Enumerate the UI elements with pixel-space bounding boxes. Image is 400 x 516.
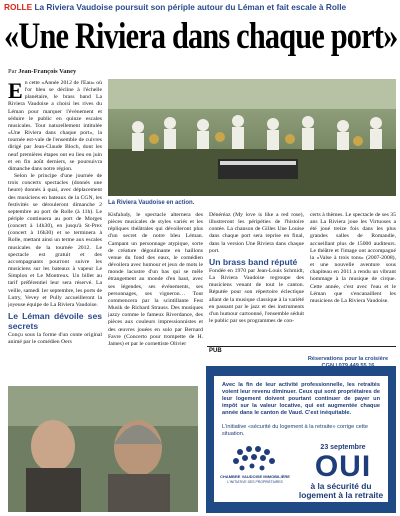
ad-org-sub: L'INITIATIVE DES PROPRIÉTAIRES bbox=[227, 480, 283, 484]
subtitle: La Riviera Vaudoise poursuit son périple autour du Léman et fait escale à Rolle bbox=[34, 2, 347, 12]
ad-vote: OUI bbox=[314, 450, 372, 483]
article-column-4 bbox=[310, 212, 396, 355]
ad-label: PUB bbox=[209, 348, 222, 354]
article-column-1 bbox=[8, 80, 102, 352]
ad-note: L'initiative «sécurité du logement à la retraite» corrige cette situation. bbox=[222, 424, 368, 437]
col3-paragraph-2: Fondée en 1970 par Jean-Louis Schmidt, La Riviera Vaudoise regroupe des musiciens venant de tout le canton. Réputée pour son répertoire éclectique allant de la musique classique à la variété en passant par le jazz et des instruments d'un humour cartoonné, l'ensemble séduit le public par ses programmes de con- bbox=[209, 267, 304, 325]
article-column-3 bbox=[209, 212, 304, 352]
ad-org-name: CHAMBRE VAUDOISE IMMOBILIÈRE bbox=[220, 474, 290, 479]
article-column-2 bbox=[108, 212, 203, 352]
kicker-line bbox=[4, 2, 396, 13]
band-photo bbox=[108, 79, 396, 196]
dropcap: E bbox=[8, 80, 23, 103]
col2-paragraph-1: Kisfaludy, le spectacle alternera des pièces musicales de styles variés et les répliques théâtrales qui dévoileront plus d'un secret de notre bleu Léman. Campant un personnage atypique, sorte de créature dégoulinante en haillons venue du fond des eaux, le comédien dévoilera avec humour et jeux de mots le monde lacustre d'un bas qui se mêle étrangement au monde d'en haut, avec ses légendes, ses événements, ses personnages, ses vigneron… Tout commencera par la scintillante Fest Musik de Richard Strauss. Des musiques jazzy comme le fameux Riverdance, des pièces aux couleurs impressionnistes et des œuvres jouées en solo par Bernard Favre (Concerto pour trompette de H. James) et par le cornettiste Olivier bbox=[108, 212, 203, 347]
byline bbox=[8, 68, 76, 76]
ad-body-text: Avec la fin de leur activité professionnelle, les retraités voient leur revenu diminuer. Ceux qui sont propriétaires de leur logement doivent pourtant continuer de payer un impôt sur la valeur locative, qui est augmentée chaque année dans le canton de Vaud. C'est inéquitable. bbox=[222, 382, 380, 416]
cvi-logo-icon bbox=[222, 442, 282, 476]
ad-divider bbox=[207, 346, 396, 347]
byline-author: Jean-François Vaney bbox=[18, 68, 77, 75]
col1-paragraph-3: Conçu sous la forme d'un conte original animé par le comédien Oers bbox=[8, 332, 102, 346]
headline: «Une Riviera dans chaque port» bbox=[4, 16, 398, 57]
subheading-leman: Le Léman dévoile ses secrets bbox=[8, 311, 102, 331]
section-tag: ROLLE bbox=[4, 2, 33, 12]
photo-caption: La Riviera Vaudoise en action. bbox=[108, 200, 195, 206]
reservation-title: Réservations pour la croisière bbox=[307, 356, 389, 362]
ad-vote-date: 23 septembre bbox=[320, 444, 366, 451]
col1-paragraph-2: Selon le principe d'une journée de trois concerts spectacles (donnés une heure) donnés à quai, avec déplacement des musiciens en bateaux de la CGN, les festivités se dérouleront dimanche 2 septembre au port de Rolle (à 11h). Le périple continuera au port de Morges (concert à 14h30), en jusqu'à St-Prex (concert à 16h30) et se terminera à Rolle, mettant ainsi un terme aux escales musicales de la tournée 2012. Le spectacle est gratuit et des accompagnants pourront suivre les musiciens sur les bateaux à vapeur Le Simplon et Le Montreux. Un billet au tarif préférentiel leur sera réservé. La veille, samedi 1er septembre, les ports de Lutry, Vevey et Pully accueilleront la joyeuse équipe de La Riviera Vaudoise. bbox=[8, 173, 102, 308]
advertisement[interactable] bbox=[206, 366, 396, 513]
byline-prefix: Par bbox=[8, 68, 17, 75]
col4-paragraph-1: certs à thèmes. Le spectacle de ses 35 ans La Riviera joue les Virtuoses a été joué treize fois dans les plus grandes salles de Romandie, accueillant plus de 15000 auditeurs. Le théâtre et l'image ont accompagné la «Valse à trois tons» (2007-2008), et une nouvelle aventure sous chapiteau en 2011 a rendu un vibrant hommage à la musique de cirque. Cette année, c'est avec l'eau et le Léman que s'encanaillent les musiciens de La Riviera Vaudoise. bbox=[310, 212, 396, 304]
ad-slogan: à la sécurité du logement à la retraite bbox=[298, 481, 384, 500]
subheading-brass-band: Un brass band réputé bbox=[209, 256, 298, 267]
ad-panel bbox=[214, 376, 388, 502]
col3-paragraph-1: Dénéréaz (My love is like a red rose), illustreront les péripéties de l'histoire contée. La chanson de Gilles Une Louise dans chaque port sera reprise en final, dans la version Une Riviera dans chaque port. bbox=[209, 212, 304, 254]
comedian-photo bbox=[8, 386, 198, 512]
col1-paragraph-1: n cette «Année 2012 de l'Eau» où l'or bleu se décline à l'échelle planétaire, le brass band La Riviera Vaudoise a choisi les rives du Léman pour marquer l'évènement et séduire le public en quinze escales musicales. Tout naturellement intitulée «Une Riviera dans chaque port», la tournée est-vale de l'ensemble de cuivres dirigé par Jean-Claude Bloch, dont les neuf premières étapes ont eu lieu en juin et en fin août derniers, se poursuivra dimanche dans notre région. bbox=[8, 80, 102, 172]
